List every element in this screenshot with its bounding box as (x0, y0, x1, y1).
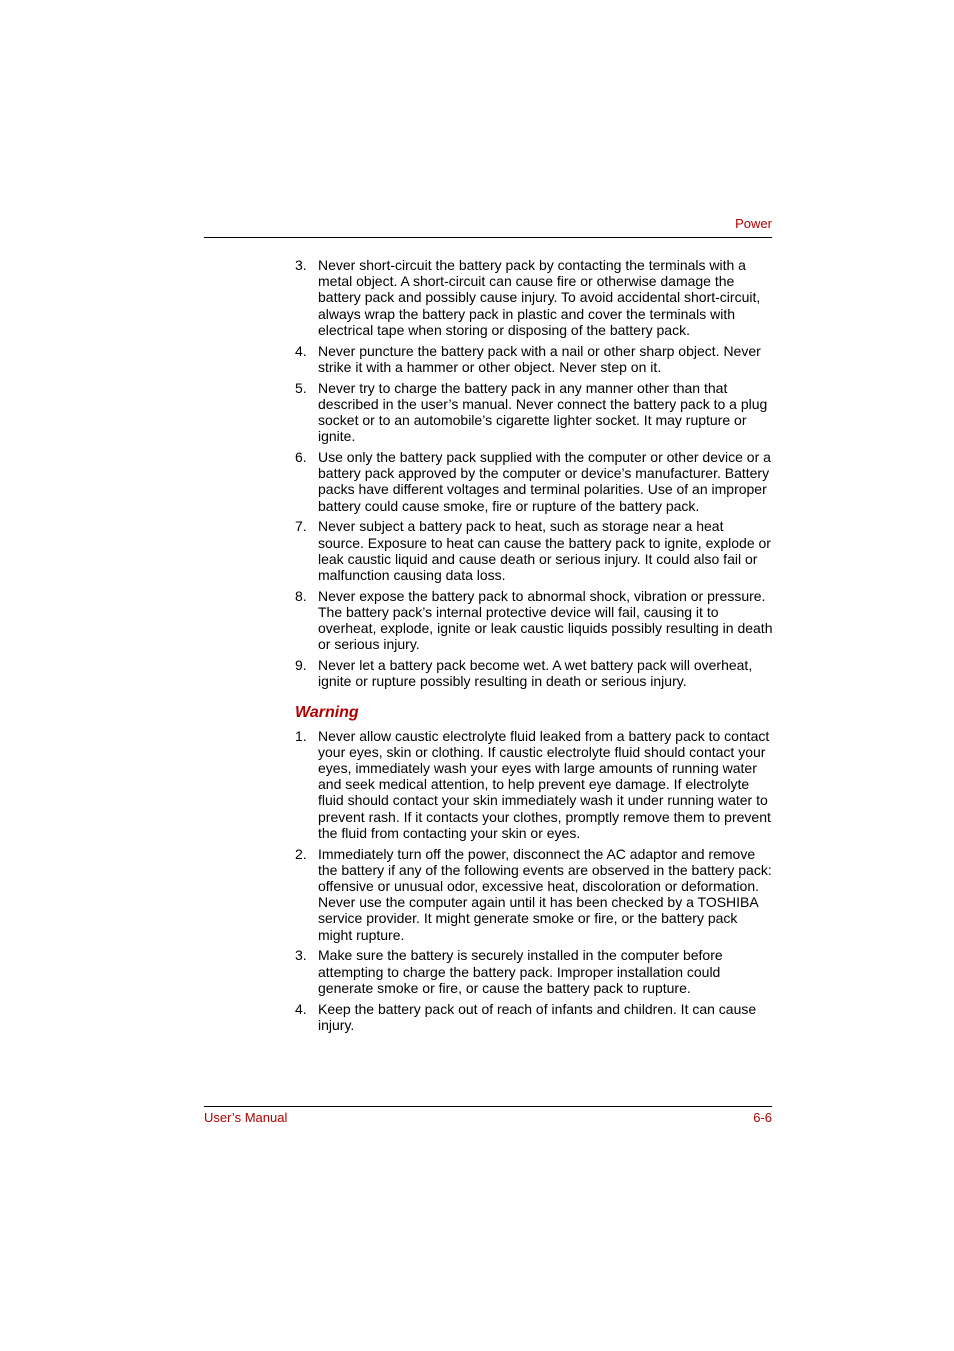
list-item (295, 657, 773, 689)
list-item-number: 8. (295, 587, 307, 604)
header-section-title: Power (735, 216, 772, 231)
list-item (295, 518, 773, 583)
page-content (295, 257, 773, 1038)
footer-rule (204, 1106, 772, 1107)
list-item (295, 947, 773, 996)
list-item-text: Keep the battery pack out of reach of infants and children. It can cause injury. (318, 1000, 757, 1033)
list-item-number: 4. (295, 1000, 307, 1017)
list-item (295, 449, 773, 514)
footer-manual-title: User’s Manual (204, 1110, 288, 1125)
list-item-number: 1. (295, 727, 307, 744)
list-item (295, 588, 773, 653)
list-item (295, 728, 773, 841)
list-item (295, 343, 773, 375)
list-item-number: 4. (295, 342, 307, 359)
header-rule (204, 237, 772, 238)
list-item-number: 5. (295, 379, 307, 396)
list-item-text: Never expose the battery pack to abnormal shock, vibration or pressure. The battery pack’s internal protective device will fail, causing it to overheat, explode, ignite or leak caustic liquids possibly resulting in death or serious injury. (318, 587, 773, 653)
list-item-text: Never short-circuit the battery pack by contacting the terminals with a metal object. A short-circuit can cause fire or otherwise damage the battery pack and possibly cause injury. To avoid accidental short-circuit, always wrap the battery pack in plastic and cover the terminals with electrical tape when storing or disposing of the battery pack. (318, 257, 761, 338)
list-item-text: Never let a battery pack become wet. A wet battery pack will overheat, ignite or rupture possibly resulting in death or serious injury. (318, 657, 753, 690)
list-item (295, 846, 773, 943)
list-item-text: Never allow caustic electrolyte fluid leaked from a battery pack to contact your eyes, skin or clothing. If caustic electrolyte fluid should contact your eyes, immediately wash your eyes with large amounts of running water and seek medical attention, to help prevent eye damage. If electrolyte fluid should contact your skin immediately wash it under running water to prevent rash. If it contacts your clothes, promptly remove them to prevent the fluid from contacting your skin or eyes. (318, 727, 771, 841)
list-item-text: Use only the battery pack supplied with the computer or other device or a battery pack approved by the computer or device’s manufacturer. Battery packs have different voltages and terminal polarities. Use of an improper battery could cause smoke, fire or rupture of the battery pack. (318, 449, 771, 514)
list-item-number: 2. (295, 845, 307, 862)
list-item-text: Never puncture the battery pack with a nail or other sharp object. Never strike it with a hammer or other object. Never step on it. (318, 342, 761, 375)
list-item-text: Never try to charge the battery pack in any manner other than that described in the user’s manual. Never connect the battery pack to a plug socket or to an automobile’s cigarette lighter socket. It may rupture or ignite. (318, 379, 768, 445)
safety-list (295, 257, 773, 690)
list-item (295, 380, 773, 445)
list-item (295, 1001, 773, 1033)
footer-page-number: 6-6 (753, 1110, 772, 1125)
list-item-text: Never subject a battery pack to heat, such as storage near a heat source. Exposure to heat can cause the battery pack to ignite, explode or leak caustic liquid and cause death or serious injury. It could also fail or malfunction causing data loss. (318, 518, 771, 584)
list-item-number: 9. (295, 657, 307, 674)
list-item-number: 7. (295, 518, 307, 535)
list-item-text: Make sure the battery is securely installed in the computer before attempting to charge the battery pack. Improper installation could generate smoke or fire, or cause the battery pack to rupture. (318, 947, 723, 996)
warning-list (295, 728, 773, 1033)
list-item (295, 257, 773, 338)
warning-heading: Warning (295, 703, 359, 721)
list-item-number: 3. (295, 257, 307, 273)
list-item-number: 3. (295, 947, 307, 964)
list-item-number: 6. (295, 449, 307, 466)
list-item-text: Immediately turn off the power, disconnect the AC adaptor and remove the battery if any of the following events are observed in the battery pack: offensive or unusual odor, excessive heat, discoloration or deformation. Never use the computer again until it has been checked by a TOSHIBA service provider. It might generate smoke or fire, or the battery pack might rupture. (318, 845, 772, 943)
